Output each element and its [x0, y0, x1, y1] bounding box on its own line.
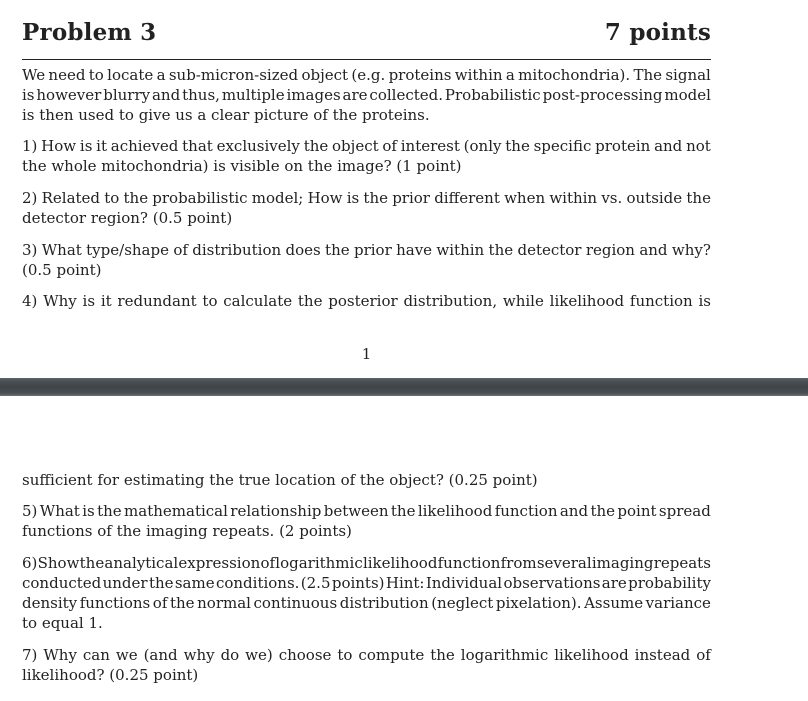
question-4	[22, 291, 711, 311]
question-1-line-1: 1) How is it achieved that exclusively the object of interest (only the specific protein and not	[22, 137, 711, 155]
question-1-line-2: the whole mitochondria) is visible on the image? (1 point)	[22, 157, 462, 175]
question-4-line-1: 4) Why is it redundant to calculate the posterior distribution, while likelihood function is	[22, 292, 711, 310]
intro-line-1: We need to locate a sub-micron-sized object (e.g. proteins within a mitochondria). The signal	[22, 66, 711, 84]
page-number: 1	[361, 345, 372, 363]
question-5	[22, 501, 711, 541]
document-page-2	[0, 396, 808, 701]
question-3	[22, 240, 711, 280]
question-7	[22, 645, 711, 685]
question-7-line-1: 7) Why can we (and why do we) choose to compute the logarithmic likelihood instead of	[22, 646, 711, 664]
question-6-line-3: density functions of the normal continuous distribution (neglect pixelation). Assume variance	[22, 594, 711, 612]
problem-header	[22, 18, 711, 58]
intro-line-2: is however blurry and thus, multiple images are collected. Probabilistic post-processing model	[22, 86, 711, 104]
question-2-line-2: detector region? (0.5 point)	[22, 209, 233, 227]
question-6	[22, 553, 711, 633]
question-4-continued	[22, 470, 711, 490]
question-6-line-1: 6) Show the analytical expression of logarithmic likelihood function from several imaging repeats	[22, 554, 711, 572]
intro-paragraph	[22, 65, 711, 125]
question-1	[22, 136, 711, 176]
question-5-line-2: functions of the imaging repeats. (2 points)	[22, 522, 352, 540]
question-3-line-2: (0.5 point)	[22, 261, 102, 279]
page-separator	[0, 378, 808, 396]
question-6-line-4: to equal 1.	[22, 614, 103, 632]
problem-title: Problem 3	[22, 19, 157, 46]
question-7-line-2: likelihood? (0.25 point)	[22, 666, 199, 684]
question-2-line-1: 2) Related to the probabilistic model; How is the prior different when within vs. outside the	[22, 189, 711, 207]
question-5-line-1: 5) What is the mathematical relationship between the likelihood function and the point spread	[22, 502, 711, 520]
intro-line-3: is then used to give us a clear picture of the proteins.	[22, 106, 430, 124]
question-6-line-2: conducted under the same conditions. (2.5 points) Hint: Individual observations are probability	[22, 574, 711, 592]
question-2	[22, 188, 711, 228]
question-3-line-1: 3) What type/shape of distribution does the prior have within the detector region and why?	[22, 241, 711, 259]
problem-points: 7 points	[604, 19, 711, 46]
question-4-continued-line: sufficient for estimating the true location of the object? (0.25 point)	[22, 471, 538, 489]
header-rule	[22, 59, 711, 60]
